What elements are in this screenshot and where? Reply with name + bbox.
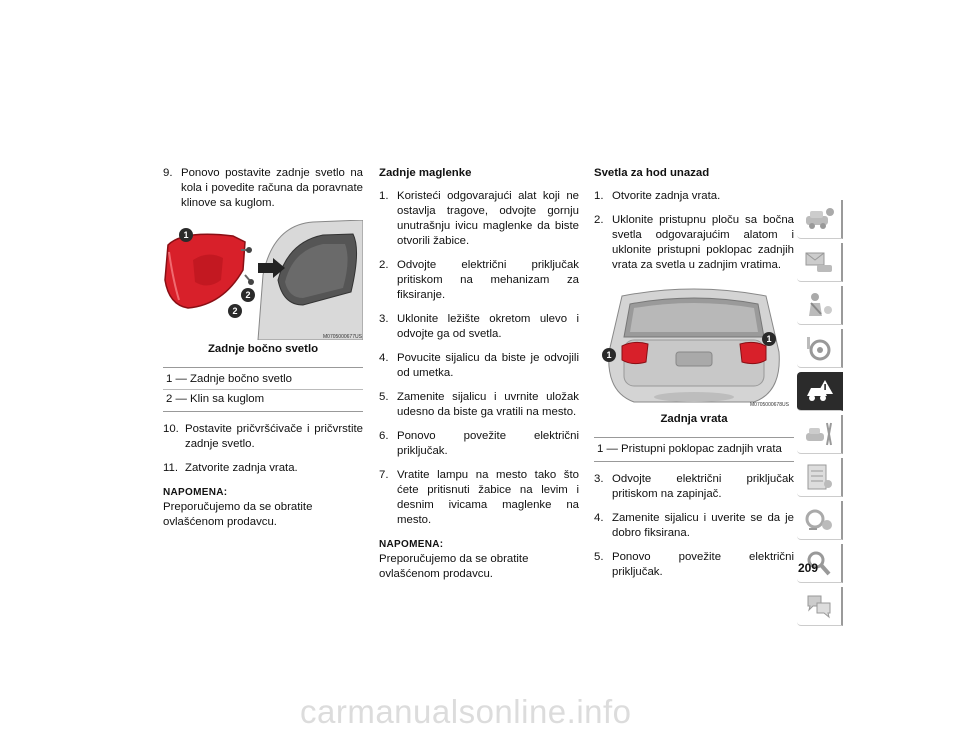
step-5 [594,550,794,580]
vehicle-info-icon [803,204,835,234]
step-text: Uklonite pristupnu ploču sa bočna svetla odgovarajućim alatom i uklonite pristupni poklopac zadnjih vrata za svetla u zadnjim vratima. [612,214,794,271]
step-number: 9. [163,167,173,179]
step-9 [163,166,363,211]
step-number: 11. [163,462,178,474]
step-text: Vratite lampu na mesto tako što ćete pritisnuti žabice na levim i desnim ivicama maglenke na mesto. [397,469,579,526]
tab-seatbelt-safety[interactable] [797,286,843,325]
step-number: 4. [594,512,604,524]
step-number: 2. [594,214,604,226]
seatbelt-safety-icon [803,290,835,320]
step-text: Koristeći odgovarajući alat koji ne ostavlja tragove, odvojte gornju unutrašnju ivicu maglenke da biste otvorili žabice. [397,190,579,247]
step-5 [379,390,579,420]
section-heading: Zadnje maglenke [379,167,472,179]
step-text: Ponovo povežite električni priključak. [612,551,794,578]
step-3 [594,472,794,502]
step-2 [594,213,794,273]
step-text: Uklonite ležište okretom ulevo i odvojte ga od svetla. [397,313,579,340]
step-1 [594,189,794,204]
step-text: Povucite sijalicu da biste je odvojili od umetka. [397,352,579,379]
step-number: 3. [379,313,389,325]
note-label: NAPOMENA: [163,487,228,498]
page-number: 209 [798,561,819,575]
step-3 [379,312,579,342]
figure-caption: Zadnje bočno svetlo [207,343,319,355]
step-number: 1. [379,190,389,202]
step-text: Otvorite zadnja vrata. [612,190,721,202]
figure-legend [594,437,794,462]
step-4 [379,351,579,381]
step-number: 1. [594,190,604,202]
note-text: Preporučujemo da se obratite ovlašćenom prodavcu. [163,501,313,528]
steering-wheel-icon [803,333,835,363]
step-number: 2. [379,259,389,271]
step-number: 6. [379,430,389,442]
step-text: Odvojte električni priključak pritiskom na zapinjač. [612,473,794,500]
car-service-tools-icon [803,419,835,449]
tab-steering-wheel[interactable] [797,329,843,368]
note-text: Preporučujemo da se obratite ovlašćenom prodavcu. [379,553,529,580]
figure-code: M0705000678US [750,402,789,408]
tail-lamp-illustration [163,220,363,340]
callout-1-left: 1 [602,348,616,362]
section-heading: Svetla za hod unazad [594,167,710,179]
step-number: 5. [594,551,604,563]
step-2 [379,258,579,303]
tab-multimedia[interactable] [797,501,843,540]
callout-2-second: 2 [228,304,242,318]
step-6 [379,429,579,459]
callout-1: 1 [179,228,193,242]
step-number: 7. [379,469,389,481]
specifications-list-icon [803,462,835,492]
tail-lamp-figure [163,220,363,340]
mail-vehicle-icon [803,247,835,277]
multimedia-icon [803,505,835,535]
step-7 [379,468,579,528]
column-left [163,166,363,538]
step-4 [594,511,794,541]
note-label: NAPOMENA: [379,539,444,550]
tab-specifications-list[interactable] [797,458,843,497]
step-number: 10. [163,423,179,435]
step-11 [163,461,363,476]
column-middle [379,166,579,590]
step-10 [163,422,363,452]
figure-code: M0705000677US [323,334,362,340]
step-text: Ponovo povežite električni priključak. [397,430,579,457]
step-text: Odvojte električni priključak pritiskom na mehanizam za fiksiranje. [397,259,579,301]
liftgate-figure [594,282,794,410]
roadside-warning-icon [803,376,835,406]
language-icon [803,591,835,621]
column-right [594,166,794,589]
callout-2: 2 [241,288,255,302]
step-1 [379,189,579,249]
tab-car-service-tools[interactable] [797,415,843,454]
watermark: carmanualsonline.info [300,693,632,730]
figure-caption: Zadnja vrata [660,413,728,425]
step-text: Zamenite sijalicu i uverite se da je dobro fiksirana. [612,512,794,539]
step-text: Postavite pričvršćivače i pričvrstite zadnje svetlo. [185,423,363,450]
legend-item: 1 — Zadnje bočno svetlo [166,373,293,385]
figure-legend [163,367,363,412]
tab-mail-vehicle[interactable] [797,243,843,282]
callout-1-right: 1 [762,332,776,346]
tab-language[interactable] [797,587,843,626]
tab-roadside-warning[interactable] [797,372,843,411]
step-text: Zamenite sijalicu i uvrnite uložak udesno da biste ga vratili na mesto. [397,391,579,418]
legend-item: 2 — Klin sa kuglom [163,389,363,409]
tab-vehicle-info[interactable] [797,200,843,239]
step-text: Zatvorite zadnja vrata. [185,462,298,474]
step-number: 3. [594,473,604,485]
step-text: Ponovo postavite zadnje svetlo na kola i povedite računa da poravnate klinove sa kuglom. [181,167,363,209]
legend-item: 1 — Pristupni poklopac zadnjih vrata [597,443,782,455]
liftgate-illustration [594,282,794,410]
step-number: 4. [379,352,389,364]
step-number: 5. [379,391,389,403]
